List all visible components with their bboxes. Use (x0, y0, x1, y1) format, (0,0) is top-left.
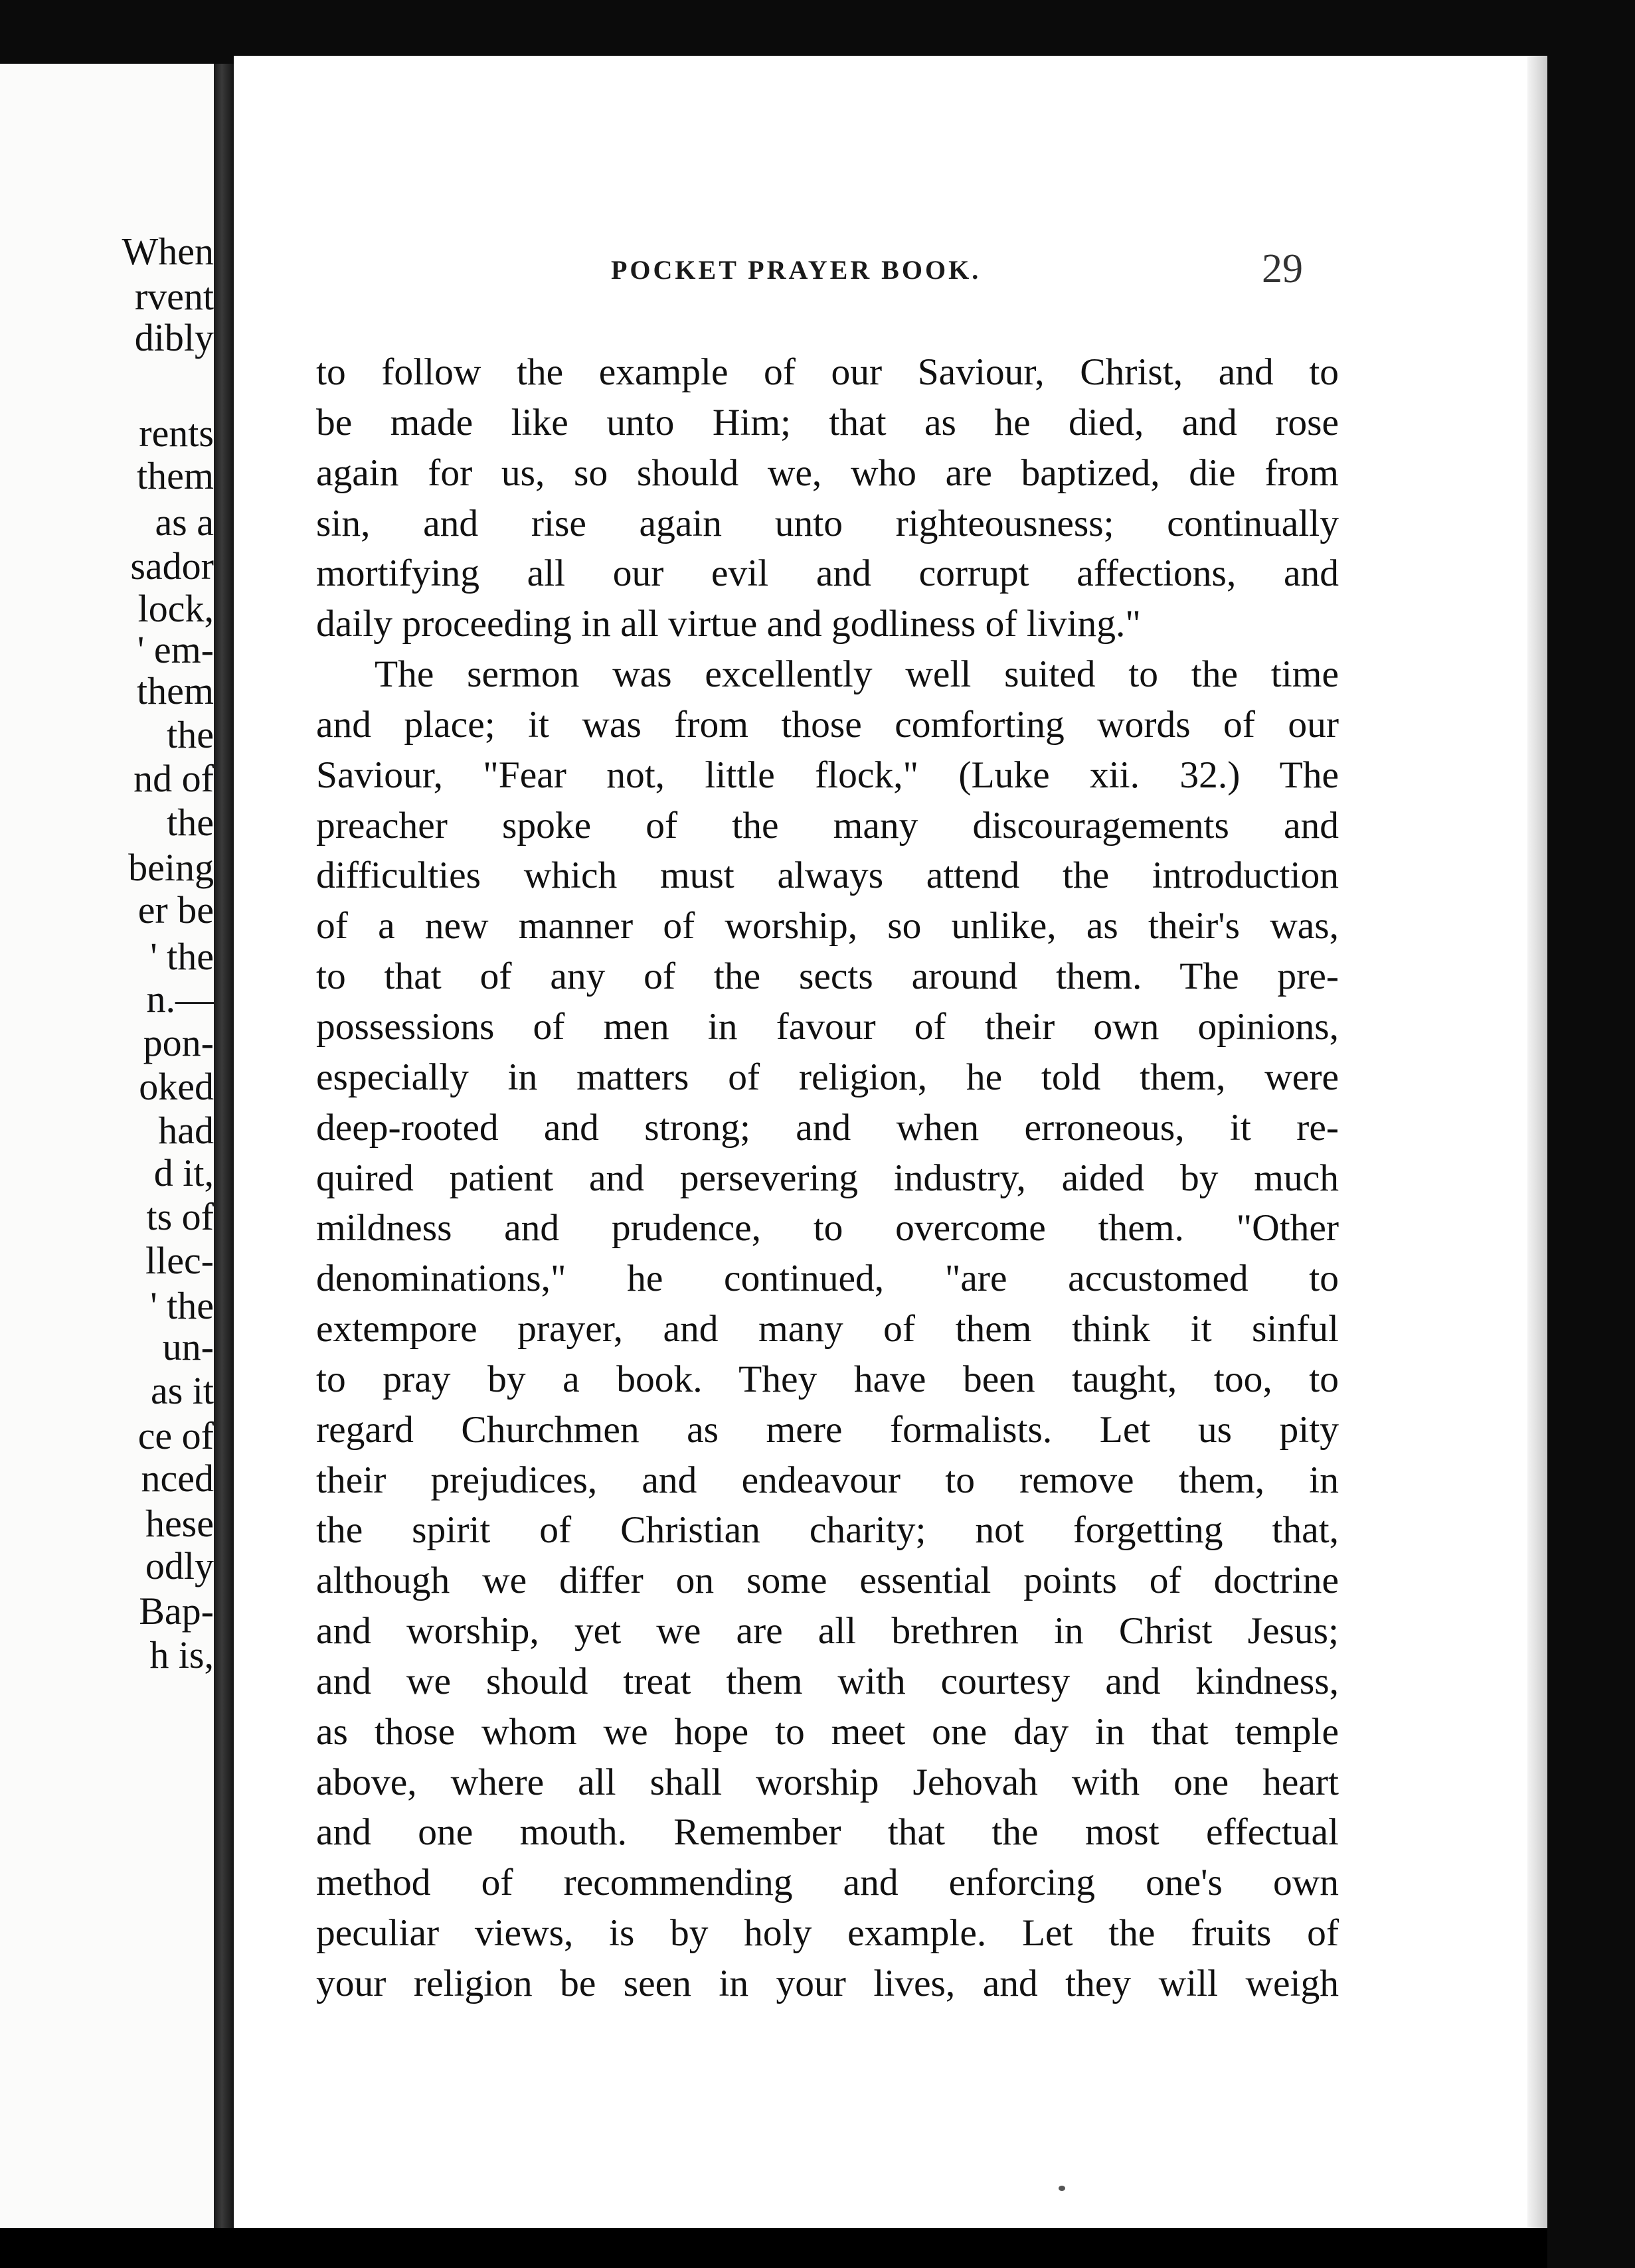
facing-page-line: ' em- (137, 628, 214, 671)
text-line: your religion be seen in your lives, and they will weigh (316, 1963, 1339, 2004)
facing-page-fragment (0, 64, 214, 2228)
page-edge-shadow (1527, 56, 1547, 2228)
facing-page-line: as a (155, 501, 214, 544)
text-line: and we should treat them with courtesy and kindness, (316, 1660, 1339, 1702)
text-line: daily proceeding in all virtue and godliness of living." (316, 603, 1141, 645)
text-line: extempore prayer, and many of them think it sinful (316, 1308, 1339, 1350)
facing-page-line: nced (141, 1457, 214, 1500)
facing-page-line: dibly (134, 316, 214, 359)
text-line: as those whom we hope to meet one day in that temple (316, 1710, 1339, 1753)
facing-page-line: rvent (134, 275, 214, 318)
text-line: deep-rooted and strong; and when erroneous, it re- (316, 1106, 1339, 1149)
facing-page-line: them (137, 454, 214, 497)
facing-page-line: the (167, 801, 214, 844)
facing-page-line: When (122, 230, 214, 273)
text-line: possessions of men in favour of their own opinions, (316, 1005, 1339, 1048)
text-line: sin, and rise again unto righteousness; continually (316, 502, 1339, 544)
text-line: Saviour, "Fear not, little flock," (Luke xii. 32.) The (316, 754, 1339, 796)
text-line: quired patient and persevering industry, aided by much (316, 1157, 1339, 1199)
text-line: their prejudices, and endeavour to remove them, in (316, 1459, 1339, 1501)
facing-page-line: odly (145, 1544, 214, 1587)
text-line: denominations," he continued, "are accustomed to (316, 1257, 1339, 1300)
facing-page-line: ts of (146, 1195, 214, 1238)
facing-page-line: oked (139, 1065, 214, 1108)
text-line: especially in matters of religion, he told them, were (316, 1056, 1339, 1098)
text-line: above, where all shall worship Jehovah with one heart (316, 1761, 1339, 1803)
facing-page-line: rents (139, 412, 214, 455)
text-line: mortifying all our evil and corrupt affections, and (316, 552, 1339, 595)
book-gutter (214, 64, 234, 2228)
facing-page-line: h is, (149, 1633, 214, 1676)
body-text (316, 347, 1339, 2009)
facing-page-line: the (167, 713, 214, 756)
text-line: regard Churchmen as mere formalists. Let us pity (316, 1408, 1339, 1451)
text-line: of a new manner of worship, so unlike, as their's was, (316, 905, 1339, 947)
text-line: and place; it was from those comforting words of our (316, 703, 1339, 746)
text-line: and one mouth. Remember that the most effectual (316, 1811, 1339, 1854)
facing-page-line: ce of (137, 1414, 214, 1457)
text-line: to follow the example of our Saviour, Christ, and to (316, 351, 1339, 393)
facing-page-line: er be (137, 888, 214, 932)
facing-page-line: sador (130, 544, 214, 588)
facing-page-line: llec- (145, 1239, 214, 1282)
running-head: POCKET PRAYER BOOK. (611, 255, 982, 285)
text-line: to pray by a book. They have been taught, too, to (316, 1358, 1339, 1400)
facing-page-line: nd of (133, 757, 214, 800)
facing-page-line: as it (150, 1369, 214, 1412)
facing-page-line: hese (145, 1502, 214, 1545)
facing-page-line: being (128, 846, 214, 889)
text-line: and worship, yet we are all brethren in Christ Jesus; (316, 1610, 1339, 1653)
facing-page-line: Bap- (139, 1589, 214, 1633)
scan-border-right (1547, 0, 1635, 2268)
facing-page-line: ' the (150, 1284, 214, 1327)
facing-page-line: n.— (146, 977, 214, 1020)
text-line: method of recommending and enforcing one's own (316, 1862, 1339, 1904)
scan-speck (1059, 2186, 1065, 2191)
facing-page-line: d it, (153, 1151, 214, 1194)
facing-page-line: ' the (150, 935, 214, 978)
facing-page-line: lock, (137, 587, 214, 630)
facing-page-line: pon- (143, 1021, 214, 1064)
text-line: be made like unto Him; that as he died, and rose (316, 401, 1339, 444)
text-line: again for us, so should we, who are baptized, die from (316, 451, 1339, 494)
text-line: to that of any of the sects around them. The pre- (316, 955, 1339, 998)
page-number: 29 (1262, 246, 1303, 291)
facing-page-line: them (137, 669, 214, 712)
text-line: mildness and prudence, to overcome them. "Other (316, 1207, 1339, 1250)
facing-page-line: un- (162, 1325, 214, 1368)
text-line: the spirit of Christian charity; not forgetting that, (316, 1509, 1339, 1552)
text-line: peculiar views, is by holy example. Let the fruits of (316, 1912, 1339, 1955)
text-line: although we differ on some essential points of doctrine (316, 1560, 1339, 1602)
text-line: difficulties which must always attend the introduction (316, 854, 1339, 897)
facing-page-line: had (158, 1109, 214, 1152)
text-line: The sermon was excellently well suited to the time (375, 653, 1339, 696)
text-line: preacher spoke of the many discouragements and (316, 804, 1339, 847)
